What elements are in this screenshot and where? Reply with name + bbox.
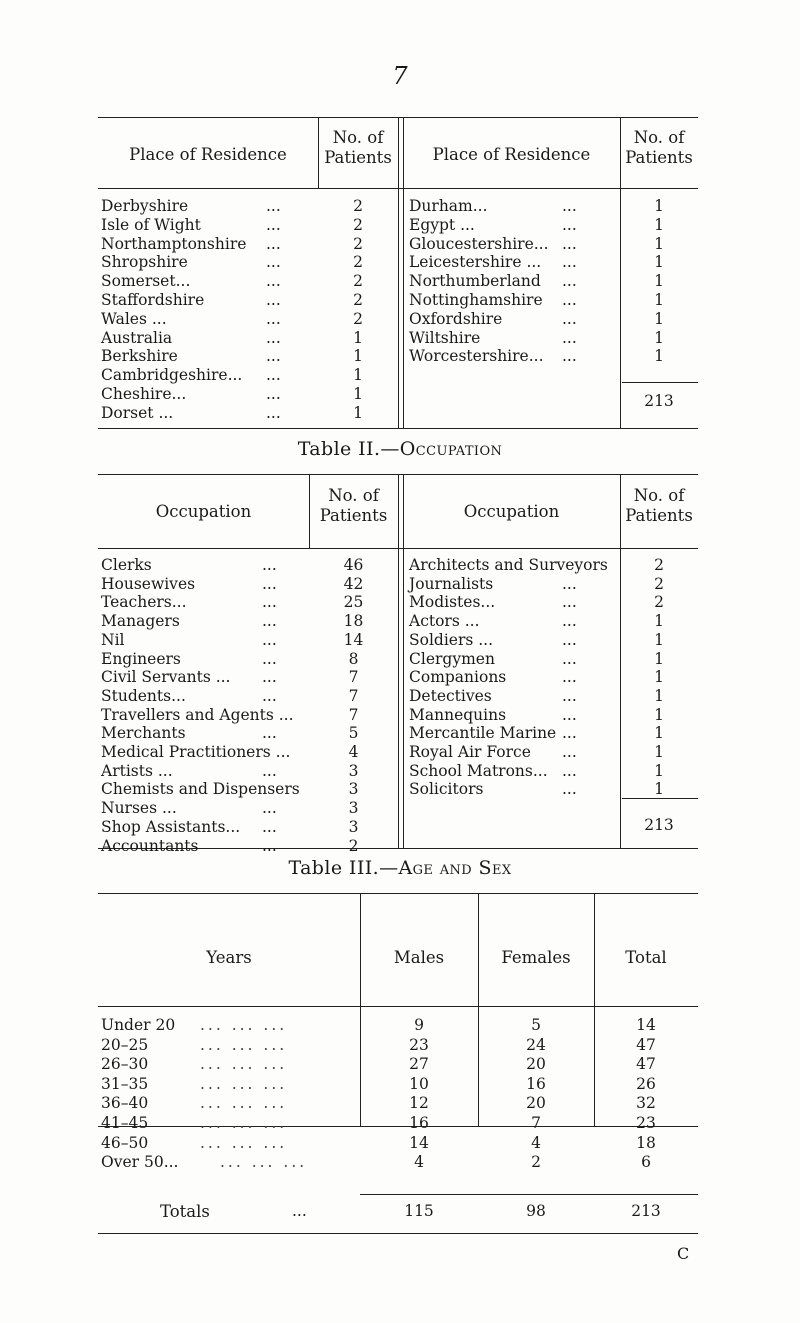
row-count: 1 [654, 291, 664, 309]
row-label: Housewives [101, 574, 196, 593]
leader-dots: ... [266, 328, 281, 347]
age-range-label: 31–35 [101, 1074, 149, 1093]
header-place-of-residence: Place of Residence [129, 145, 287, 164]
row-label: Leicestershire ... [409, 253, 542, 272]
age-range-label: 41–45 [101, 1114, 149, 1132]
header-years: Years [206, 948, 252, 967]
row-count: 1 [654, 649, 664, 668]
row-count: 2 [348, 836, 359, 855]
leader-dots: ... [562, 743, 577, 761]
leader-dots: ... [562, 574, 577, 593]
leader-dots: ... [262, 556, 277, 574]
leader-dots: ... [266, 197, 281, 215]
age-males-value: 10 [409, 1074, 429, 1093]
row-label: Mercantile Marine [409, 724, 557, 743]
row-label: Worcestershire... [409, 347, 544, 366]
leader-dots: ... [562, 612, 577, 631]
row-label: Northumberland [409, 272, 541, 291]
leader-dots: ... ... ... [200, 1074, 288, 1093]
header-occupation: Occupation [463, 502, 560, 521]
row-label: Chemists and Dispensers [101, 780, 300, 799]
header-no-of-patients: No. of Patients [625, 486, 693, 525]
leader-dots: ... [262, 799, 277, 818]
row-count: 1 [654, 347, 664, 366]
leader-dots: ... [266, 403, 281, 422]
leader-dots: ... [266, 309, 281, 328]
leader-dots: ... [262, 593, 277, 612]
age-range-label: 46–50 [101, 1133, 149, 1152]
leader-dots: ... [562, 630, 577, 649]
leader-dots: ... [262, 817, 277, 836]
leader-dots: ... [262, 630, 277, 649]
row-label: Merchants [101, 724, 186, 743]
row-count: 2 [353, 234, 363, 253]
row-label: Gloucestershire... [409, 234, 549, 253]
leader-dots: ... [562, 215, 577, 234]
age-total-value: 32 [636, 1094, 656, 1113]
row-label: Managers [101, 612, 180, 631]
header-place-of-residence: Place of Residence [432, 145, 591, 164]
row-count: 8 [348, 649, 359, 668]
row-label: Detectives [409, 686, 492, 705]
row-count: 1 [654, 780, 664, 799]
column-rule [398, 474, 399, 848]
row-count: 7 [348, 686, 359, 705]
row-label: Travellers and Agents ... [101, 705, 294, 724]
header-no-of-patients: No. of Patients [625, 128, 693, 167]
leader-dots: ... [562, 686, 577, 705]
totals-females: 98 [526, 1202, 546, 1220]
leader-dots: ... [562, 649, 577, 668]
header-total: Total [625, 948, 667, 967]
row-label: Modistes... [409, 593, 496, 612]
leader-dots: ... ... ... [200, 1035, 288, 1054]
leader-dots: ... [262, 724, 277, 743]
row-count: 1 [353, 366, 363, 385]
leader-dots: ... [262, 761, 277, 780]
row-label: Shropshire [101, 253, 188, 272]
signature-mark: C [677, 1244, 690, 1263]
leader-dots: ... [562, 234, 577, 253]
totals-dots: ... [292, 1202, 307, 1220]
leader-dots: ... ... ... [200, 1094, 288, 1113]
page-number: 7 [392, 62, 408, 90]
leader-dots: ... [562, 705, 577, 724]
age-females-value: 4 [531, 1133, 541, 1152]
leader-dots: ... [562, 593, 577, 612]
leader-dots: ... ... ... [200, 1016, 288, 1034]
bottom-rule [98, 1233, 698, 1234]
row-label: Wales ... [101, 309, 167, 328]
column-rule [398, 117, 399, 428]
age-range-label: Over 50... [101, 1153, 179, 1172]
age-total-value: 14 [636, 1016, 656, 1034]
row-label: Derbyshire [101, 197, 189, 215]
leader-dots: ... [562, 761, 577, 780]
leader-dots: ... ... ... [200, 1055, 288, 1074]
row-label: Nurses ... [101, 799, 177, 818]
row-count: 1 [654, 686, 664, 705]
age-males-value: 12 [409, 1094, 429, 1113]
row-label: Students... [101, 686, 186, 705]
row-label: Solicitors [409, 780, 484, 799]
row-label: Nottinghamshire [409, 291, 543, 309]
age-males-value: 23 [409, 1035, 429, 1054]
age-males-value: 14 [409, 1133, 429, 1152]
row-count: 7 [348, 668, 359, 687]
leader-dots: ... [266, 385, 281, 403]
row-label: Australia [101, 328, 173, 347]
age-males-value: 9 [414, 1016, 424, 1034]
row-count: 1 [654, 743, 664, 761]
age-males-value: 4 [414, 1153, 424, 1172]
leader-dots: ... [266, 215, 281, 234]
row-label: Engineers [101, 649, 181, 668]
row-count: 25 [343, 593, 364, 612]
leader-dots: ... [262, 612, 277, 631]
row-count: 4 [348, 743, 359, 761]
leader-dots: ... [266, 253, 281, 272]
leader-dots: ... [262, 668, 277, 687]
row-label: Dorset ... [101, 403, 174, 422]
row-count: 46 [343, 556, 364, 574]
age-range-label: 26–30 [101, 1055, 149, 1074]
age-total-value: 47 [636, 1035, 656, 1054]
row-label: Accountants [101, 836, 199, 855]
row-label: Cheshire... [101, 385, 187, 403]
row-count: 1 [654, 705, 664, 724]
row-label: Civil Servants ... [101, 668, 231, 687]
row-label: Wiltshire [409, 328, 481, 347]
age-total-value: 23 [636, 1114, 656, 1132]
leader-dots: ... [562, 272, 577, 291]
row-label: Oxfordshire [409, 309, 503, 328]
row-count: 2 [353, 291, 363, 309]
column-rule [403, 474, 404, 848]
row-label: Architects and Surveyors [409, 556, 608, 574]
age-total-value: 18 [636, 1133, 656, 1152]
row-label: Journalists [409, 574, 494, 593]
header-females: Females [501, 948, 571, 967]
row-count: 1 [654, 272, 664, 291]
leader-dots: ... [266, 272, 281, 291]
leader-dots: ... [262, 836, 277, 855]
totals-total: 213 [631, 1202, 661, 1220]
row-count: 1 [353, 347, 363, 366]
age-females-value: 20 [526, 1094, 546, 1113]
row-count: 18 [343, 612, 364, 631]
header-rule [98, 1006, 698, 1007]
age-females-value: 24 [526, 1035, 546, 1054]
row-count: 5 [348, 724, 359, 743]
residence-total: 213 [644, 392, 674, 410]
row-label: School Matrons... [409, 761, 548, 780]
age-total-value: 47 [636, 1055, 656, 1074]
row-label: Cambridgeshire... [101, 366, 243, 385]
row-count: 2 [353, 215, 363, 234]
row-label: Teachers... [101, 593, 187, 612]
age-range-label: Under 20 [101, 1016, 176, 1034]
leader-dots: ... [562, 724, 577, 743]
row-label: Artists ... [101, 761, 173, 780]
row-label: Somerset... [101, 272, 191, 291]
leader-dots: ... [266, 347, 281, 366]
row-count: 1 [654, 668, 664, 687]
row-label: Soldiers ... [409, 630, 494, 649]
table-iii-title: Table III.—Age and Sex [288, 857, 512, 879]
leader-dots: ... [562, 347, 577, 366]
row-count: 2 [353, 253, 363, 272]
row-label: Staffordshire [101, 291, 205, 309]
row-count: 1 [654, 234, 664, 253]
totals-males: 115 [404, 1202, 434, 1220]
row-count: 3 [348, 780, 359, 799]
leader-dots: ... [562, 253, 577, 272]
row-count: 42 [343, 574, 364, 593]
row-count: 3 [348, 817, 359, 836]
row-label: Clerks [101, 556, 152, 574]
row-label: Royal Air Force [409, 743, 531, 761]
header-no-of-patients: No. of Patients [319, 486, 388, 525]
row-label: Shop Assistants... [101, 817, 241, 836]
header-occupation: Occupation [155, 502, 252, 521]
row-label: Nil [101, 630, 125, 649]
row-count: 1 [654, 309, 664, 328]
age-total-value: 6 [641, 1153, 651, 1172]
row-count: 2 [654, 593, 664, 612]
row-label: Northamptonshire [101, 234, 247, 253]
leader-dots: ... ... ... [220, 1153, 308, 1172]
leader-dots: ... [266, 234, 281, 253]
age-females-value: 5 [531, 1016, 541, 1034]
age-males-value: 16 [409, 1114, 429, 1132]
occupation-total: 213 [644, 816, 674, 834]
leader-dots: ... [562, 197, 577, 215]
leader-dots: ... [562, 328, 577, 347]
age-range-label: 20–25 [101, 1035, 149, 1054]
row-label: Medical Practitioners ... [101, 743, 291, 761]
leader-dots: ... ... ... [200, 1133, 288, 1152]
leader-dots: ... [562, 668, 577, 687]
row-label: Clergymen [409, 649, 495, 668]
leader-dots: ... [562, 780, 577, 799]
row-count: 3 [348, 799, 359, 818]
header-males: Males [393, 948, 445, 967]
row-label: Mannequins [409, 705, 507, 724]
row-count: 1 [654, 724, 664, 743]
totals-rule [360, 1194, 698, 1195]
row-count: 2 [654, 556, 664, 574]
age-males-value: 27 [409, 1055, 429, 1074]
row-count: 1 [654, 328, 664, 347]
totals-label: Totals [160, 1202, 210, 1221]
age-females-value: 2 [531, 1153, 541, 1172]
header-no-of-patients: No. of Patients [324, 128, 392, 167]
leader-dots: ... [266, 291, 281, 309]
table-bottom-rule [98, 428, 698, 429]
table-top-rule [98, 893, 698, 894]
row-label: Berkshire [101, 347, 178, 366]
row-count: 1 [353, 403, 363, 422]
age-females-value: 7 [531, 1114, 541, 1132]
row-label: Egypt ... [409, 215, 475, 234]
row-label: Companions [409, 668, 507, 687]
leader-dots: ... [562, 309, 577, 328]
row-count: 1 [654, 612, 664, 631]
subtotal-rule [622, 382, 698, 383]
leader-dots: ... ... ... [200, 1114, 288, 1132]
row-count: 1 [654, 253, 664, 272]
row-count: 2 [353, 272, 363, 291]
age-total-value: 26 [636, 1074, 656, 1093]
row-count: 1 [353, 328, 363, 347]
row-label: Isle of Wight [101, 215, 201, 234]
row-count: 2 [353, 309, 363, 328]
row-count: 2 [353, 197, 363, 215]
table-ii-title: Table II.—Occupation [297, 438, 503, 460]
row-count: 1 [654, 215, 664, 234]
row-count: 1 [654, 761, 664, 780]
row-count: 2 [654, 574, 664, 593]
row-count: 1 [654, 630, 664, 649]
age-females-value: 20 [526, 1055, 546, 1074]
leader-dots: ... [266, 366, 281, 385]
leader-dots: ... [562, 291, 577, 309]
row-count: 3 [348, 761, 359, 780]
leader-dots: ... [262, 686, 277, 705]
row-count: 14 [343, 630, 364, 649]
age-range-label: 36–40 [101, 1094, 149, 1113]
age-females-value: 16 [526, 1074, 546, 1093]
leader-dots: ... [262, 574, 277, 593]
row-count: 1 [654, 197, 664, 215]
row-label: Durham... [409, 197, 488, 215]
row-count: 1 [353, 385, 363, 403]
row-count: 7 [348, 705, 359, 724]
leader-dots: ... [262, 649, 277, 668]
row-label: Actors ... [409, 612, 480, 631]
